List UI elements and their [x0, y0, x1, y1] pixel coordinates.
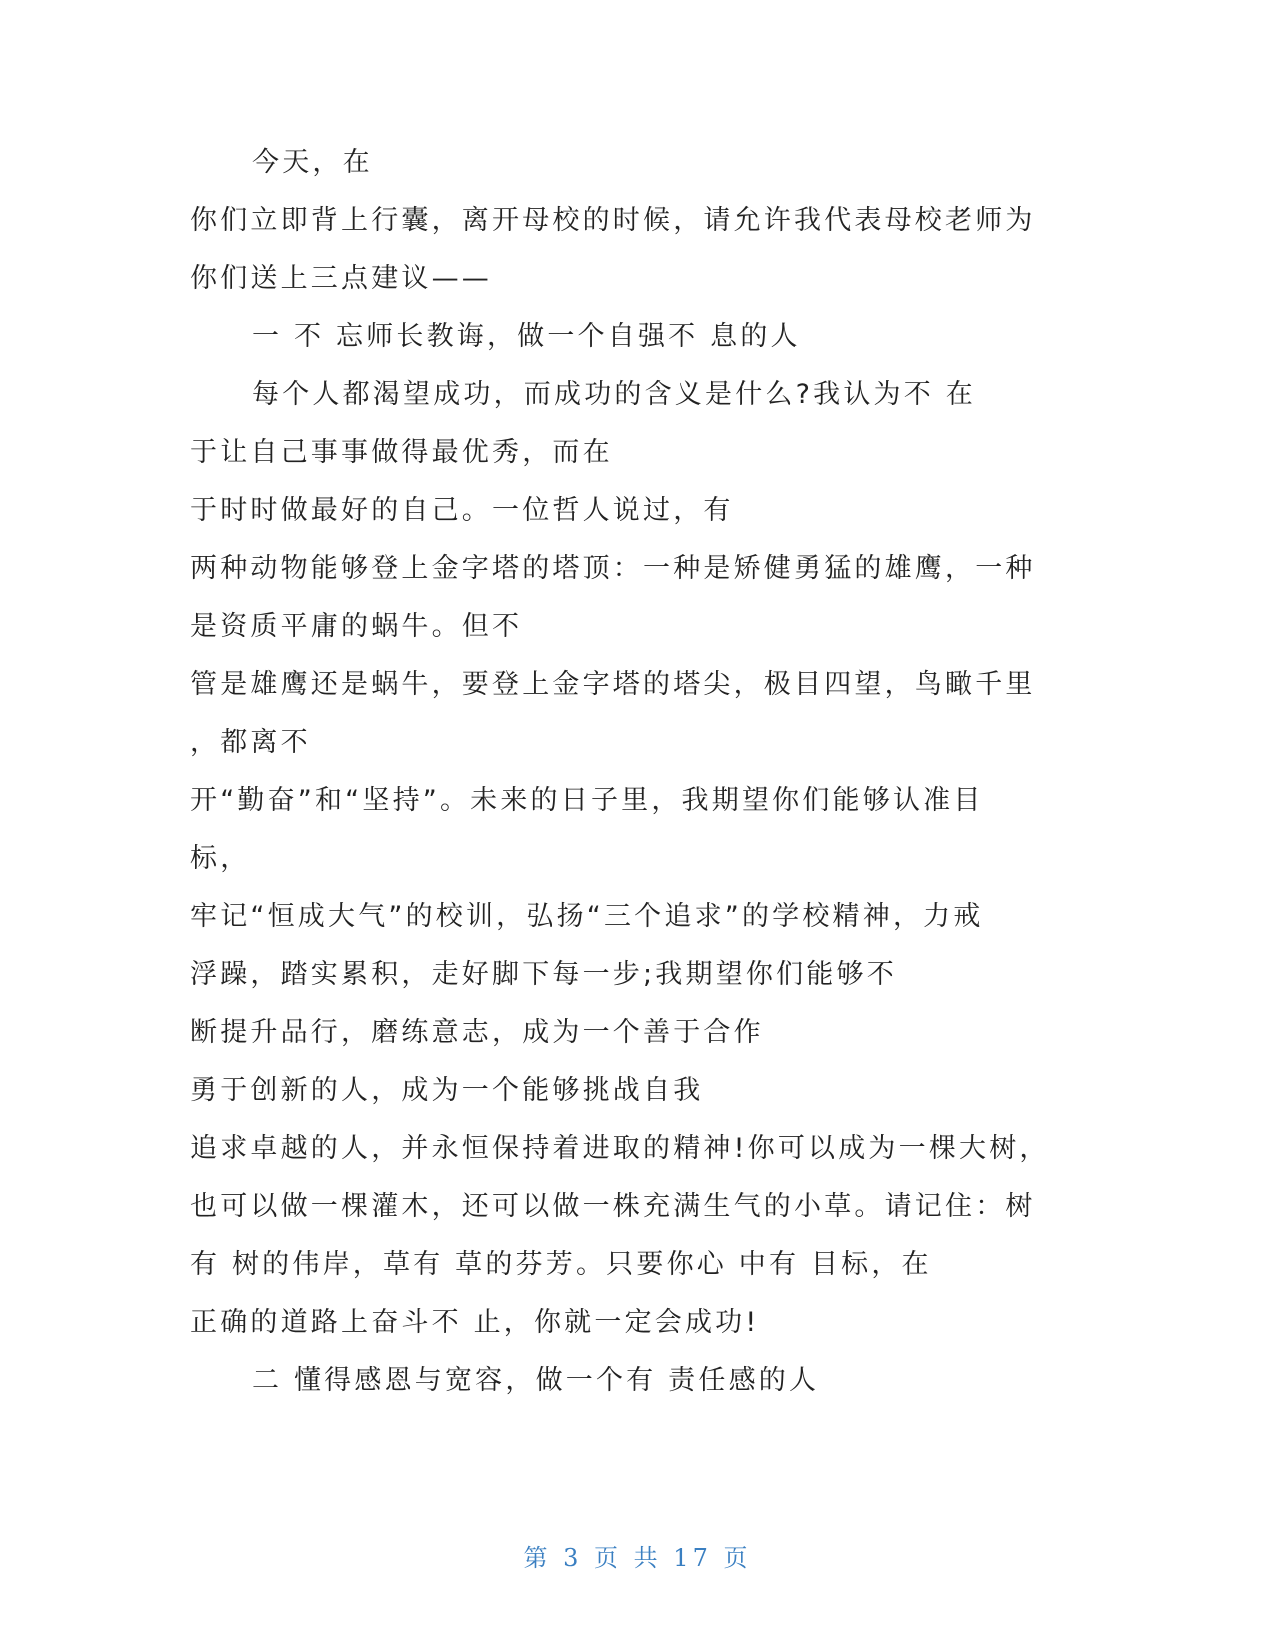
text-line: 你们立即背上行囊，离开母校的时候，请允许我代表母校老师为 [190, 205, 1036, 236]
text-line: 标， [190, 843, 251, 874]
section-heading: 二 懂得感恩与宽容，做一个有 责任感的人 [252, 1365, 820, 1396]
text-line: 也可以做一棵灌木，还可以做一株充满生气的小草。请记住：树 [190, 1191, 1036, 1222]
text-line: 于时时做最好的自己。一位哲人说过，有 [190, 495, 734, 526]
text-line: 勇于创新的人，成为一个能够挑战自我 [190, 1075, 704, 1106]
text-line: 每个人都渴望成功，而成功的含义是什么?我认为不 在 [252, 379, 976, 410]
text-line: 开“勤奋”和“坚持”。未来的日子里，我期望你们能够认准目 [190, 785, 984, 816]
text-line: 今天，在 [252, 147, 373, 178]
text-line: 管是雄鹰还是蜗牛，要登上金字塔的塔尖，极目四望，鸟瞰千里 [190, 669, 1036, 700]
text-line: 于让自己事事做得最优秀，而在 [190, 437, 613, 468]
text-line: 牢记“恒成大气”的校训，弘扬“三个追求”的学校精神，力戒 [190, 901, 984, 932]
text-line: 你们送上三点建议—— [190, 263, 492, 294]
page-number-footer: 第 3 页 共 17 页 [523, 1544, 752, 1572]
text-line: 正确的道路上奋斗不 止，你就一定会成功! [190, 1307, 760, 1338]
text-line: ，都离不 [190, 727, 311, 758]
text-line: 有 树的伟岸，草有 草的芬芳。只要你心 中有 目标，在 [190, 1249, 932, 1280]
section-heading: 一 不 忘师长教诲，做一个自强不 息的人 [252, 321, 801, 352]
text-line: 追求卓越的人，并永恒保持着进取的精神!你可以成为一棵大树， [190, 1133, 1050, 1164]
text-line: 是资质平庸的蜗牛。但不 [190, 611, 523, 642]
text-line: 两种动物能够登上金字塔的塔顶：一种是矫健勇猛的雄鹰，一种 [190, 553, 1036, 584]
text-line: 浮躁，踏实累积，走好脚下每一步;我期望你们能够不 [190, 959, 897, 990]
text-line: 断提升品行，磨练意志，成为一个善于合作 [190, 1017, 764, 1048]
